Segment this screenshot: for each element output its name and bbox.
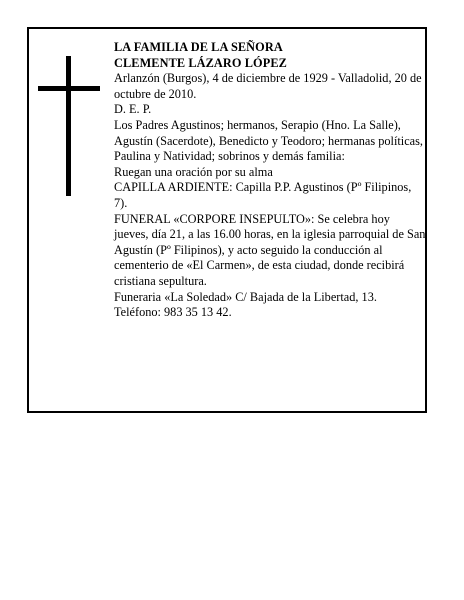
deceased-name: CLEMENTE LÁZARO LÓPEZ (114, 55, 287, 70)
mourners-list: Los Padres Agustinos; hermanos, Serapio (Hno. La Salle), Agustín (Sacerdote), Benedicto y Teodoro; hermanas políticas, Paulina y Natividad; sobrinos y demás familia: (114, 117, 423, 164)
funeral-info: FUNERAL «CORPORE INSEPULTO»: Se celebra hoy jueves, día 21, a las 16.00 horas, en la iglesia parroquial de San Agustín (Pº Filipinos), y acto seguido la conducción al cementerio de «El Carmen», de esta ciudad, donde recibirá cristiana sepultura. (114, 211, 426, 288)
cross-horizontal-bar (38, 86, 100, 91)
chapel-info: CAPILLA ARDIENTE: Capilla P.P. Agustinos (Pº Filipinos, 7). (114, 180, 412, 210)
cross-icon (38, 56, 100, 196)
prayer-request: Ruegan una oración por su alma (114, 164, 273, 179)
rip-text: D. E. P. (114, 102, 152, 117)
life-dates: Arlanzón (Burgos), 4 de diciembre de 1929 - Valladolid, 20 de octubre de 2010. (114, 71, 422, 101)
obituary-text (114, 40, 426, 321)
cross-vertical-bar (66, 56, 71, 196)
funeral-home-info: Funeraria «La Soledad» C/ Bajada de la Libertad, 13. Teléfono: 983 35 13 42. (114, 289, 377, 320)
family-line: LA FAMILIA DE LA SEÑORA (114, 40, 283, 54)
